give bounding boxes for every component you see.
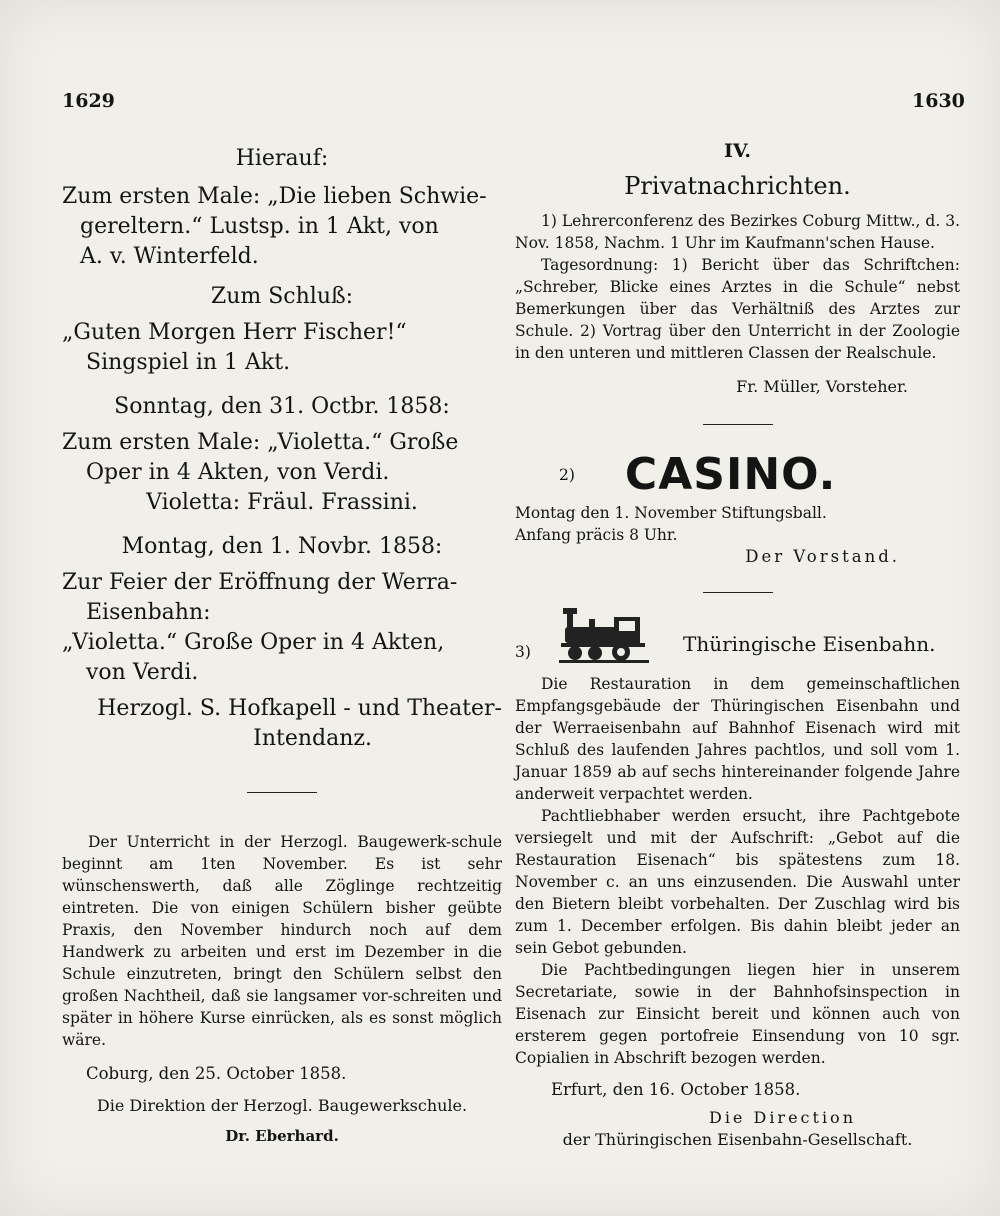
montag-heading: Montag, den 1. Novbr. 1858: [121, 534, 443, 559]
play-line: Oper in 4 Akten, von Verdi. [86, 460, 390, 485]
direction-line: Die Direction [708, 1108, 856, 1127]
mueller-signature: Fr. Müller, Vorsteher. [736, 377, 908, 396]
lehrerconferenz-text [515, 210, 960, 254]
play-line: Zur Feier der Eröffnung der Werra- [62, 570, 458, 595]
item-number: 2) [559, 465, 575, 484]
section-number: IV. [724, 140, 751, 162]
vorstand-signature: Der Vorstand. [745, 547, 900, 566]
feier-announcement [62, 568, 502, 688]
page-number-left: 1629 [62, 90, 115, 112]
casino-event-line: Montag den 1. November Stiftungsball. [515, 504, 827, 522]
notice-3-eisenbahn [515, 605, 960, 1151]
eisenbahn-paragraph-2: Pachtliebhaber werden ersucht, ihre Pachtgebote versiegelt und mit der Aufschrift: „Gebot auf die Restauration Eisenach“ bis spätestens zum 18. November c. an uns einzusenden. Die Auswahl unter den Bietern bleibt vorbehalten. Der Zuschlag wird bis zum 1. December erfolgen. Bis dahin bleibt jeder an sein Gebot gebunden. [515, 807, 960, 957]
play-line: „Violetta.“ Große Oper in 4 Akten, [62, 630, 445, 655]
section-divider [247, 792, 317, 793]
notice-1 [515, 210, 960, 398]
signature-line: Herzogl. S. Hofkapell - und Theater- [97, 696, 502, 721]
privatnachrichten-heading: Privatnachrichten. [624, 172, 851, 200]
item-number: 1) [541, 212, 557, 230]
casino-title: CASINO. [624, 449, 837, 500]
zum-schluss-heading: Zum Schluß: [210, 284, 354, 309]
casino-heading-row [515, 449, 960, 500]
section-divider [703, 592, 773, 593]
lehrerconferenz-body: Lehrerconferenz des Bezirkes Coburg Mittw., d. 3. Nov. 1858, Nachm. 1 Uhr im Kaufmann'schen Hause. [515, 212, 961, 252]
page-number-right: 1630 [912, 90, 965, 112]
item-number: 3) [515, 643, 531, 661]
tagesordnung-text: Tagesordnung: 1) Bericht über das Schriftchen: „Schreber, Blicke eines Arztes in die Schule“ nebst Bemerkungen über das Verhältniß des Arztes zur Schule. 2) Vortrag über den Unterricht in der Zoologie in den unteren und mittleren Classen der Realschule. [515, 256, 960, 362]
eisenbahn-heading-row [515, 605, 960, 663]
eisenbahn-paragraph-1: Die Restauration in dem gemeinschaftlichen Empfangsgebäude der Thüringischen Eisenbahn und der Werraeisenbahn auf Bahnhof Eisenach wird mit Schluß des laufenden Jahres pachtlos, und soll vom 1. Januar 1859 ab auf sechs hintereinander folgende Jahre anderweit verpachtet werden. [515, 675, 960, 803]
coburg-dateline: Coburg, den 25. October 1858. [86, 1064, 347, 1083]
locomotive-icon [559, 605, 649, 663]
play-line: von Verdi. [86, 660, 199, 685]
play-line: Zum ersten Male: „Die lieben Schwie- [62, 184, 487, 209]
right-column [515, 140, 960, 1151]
erfurt-dateline: Erfurt, den 16. October 1858. [551, 1080, 801, 1099]
play-line: Eisenbahn: [86, 600, 211, 625]
play-line: gereltern.“ Lustsp. in 1 Akt, von [80, 214, 439, 239]
notice-2-casino [515, 449, 960, 568]
eisenbahn-title: Thüringische Eisenbahn. [683, 632, 936, 656]
signature-line: Intendanz. [253, 726, 372, 751]
section-divider [703, 424, 773, 425]
cast-line: Violetta: Fräul. Frassini. [146, 490, 418, 515]
direction-company-line: der Thüringischen Eisenbahn-Gesellschaft. [562, 1130, 913, 1149]
casino-time-line: Anfang präcis 8 Uhr. [515, 526, 678, 544]
play-line: Singspiel in 1 Akt. [86, 350, 291, 375]
eisenbahn-paragraph-3: Die Pachtbedingungen liegen hier in unserem Secretariate, sowie in der Bahnhofsinspection in Eisenach zur Einsicht bereit und können auch von ersterem gegen portofreie Einsendung von 10 sgr. Copialien in Abschrift bezogen werden. [515, 961, 960, 1067]
hierauf-heading: Hierauf: [235, 146, 329, 171]
play-line: Zum ersten Male: „Violetta.“ Große [62, 430, 459, 455]
left-column [62, 140, 502, 1147]
play-announcement-1 [62, 182, 502, 272]
direktion-line: Die Direktion der Herzogl. Baugewerkschule. [96, 1096, 468, 1115]
baugewerkschule-notice: Der Unterricht in der Herzogl. Baugewerk-schule beginnt am 1ten November. Es ist sehr wünschenswerth, daß alle Zöglinge rechtzeitig eintreten. Die von einigen Schülern bisher geübte Praxis, den November hindurch noch auf dem Handwerk zu arbeiten und erst im Dezember in die Schule einzutreten, bringt den Schülern selbst den großen Nachtheil, daß sie langsamer vor-schreiten und später in höhere Kurse einrücken, als es sonst möglich wäre. [62, 833, 502, 1049]
play-line: A. v. Winterfeld. [80, 244, 259, 269]
eberhard-signature: Dr. Eberhard. [225, 1127, 339, 1145]
sonntag-heading: Sonntag, den 31. Octbr. 1858: [114, 394, 450, 419]
play-line: „Guten Morgen Herr Fischer!“ [62, 320, 407, 345]
intendanz-signature [62, 694, 502, 754]
play-announcement-2 [62, 318, 502, 378]
violetta-announcement [62, 428, 502, 518]
